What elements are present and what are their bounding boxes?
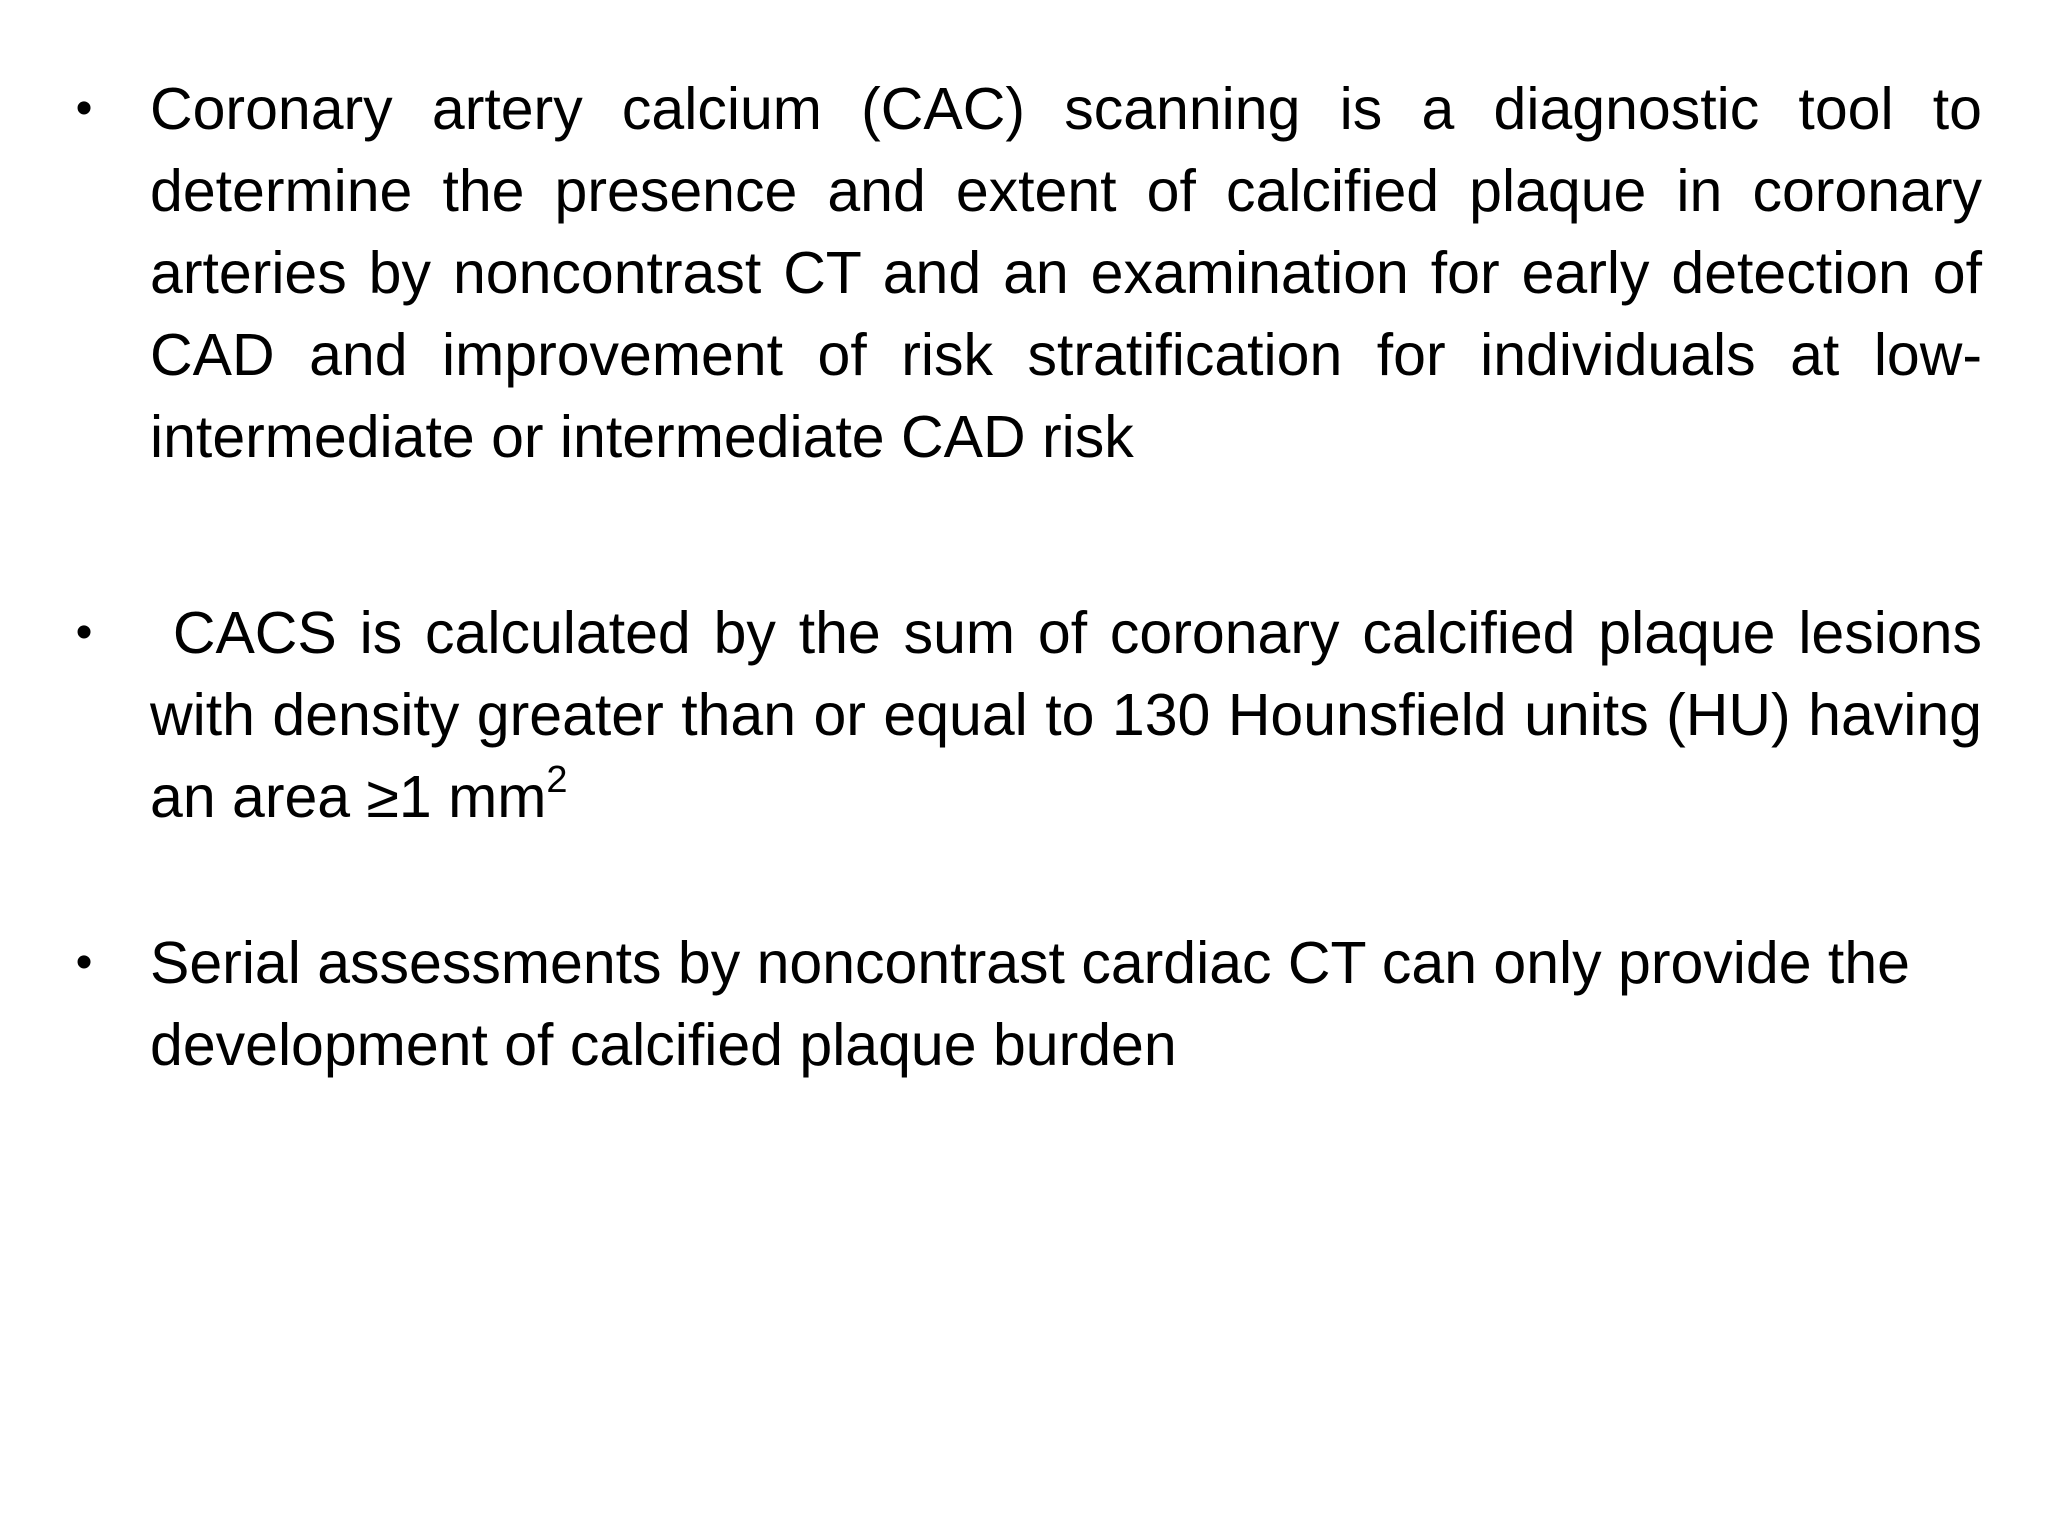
bullet-text: Serial assessments by noncontrast cardiac CT can only provide the development of calcified plaque burden (150, 930, 1910, 1078)
bullet-dot-icon: • (75, 82, 93, 135)
bullet-dot-icon: • (75, 606, 93, 659)
bullet-text-body: CACS is calculated by the sum of coronary calcified plaque lesions with density greater than or equal to 130 Hounsfield units (HU) having an area ≥1 mm (150, 600, 1999, 830)
bullet-text: Coronary artery calcium (CAC) scanning is a diagnostic tool to determine the presence and extent of calcified plaque in coronary arteries by noncontrast CT and an examination for early detection of CAD and improvement of risk stratification for individuals at low-intermediate or intermediate CAD risk (150, 76, 1982, 470)
bullet-dot-icon: • (75, 936, 93, 989)
bullet-text (150, 592, 1999, 838)
superscript-exponent: 2 (546, 759, 568, 802)
